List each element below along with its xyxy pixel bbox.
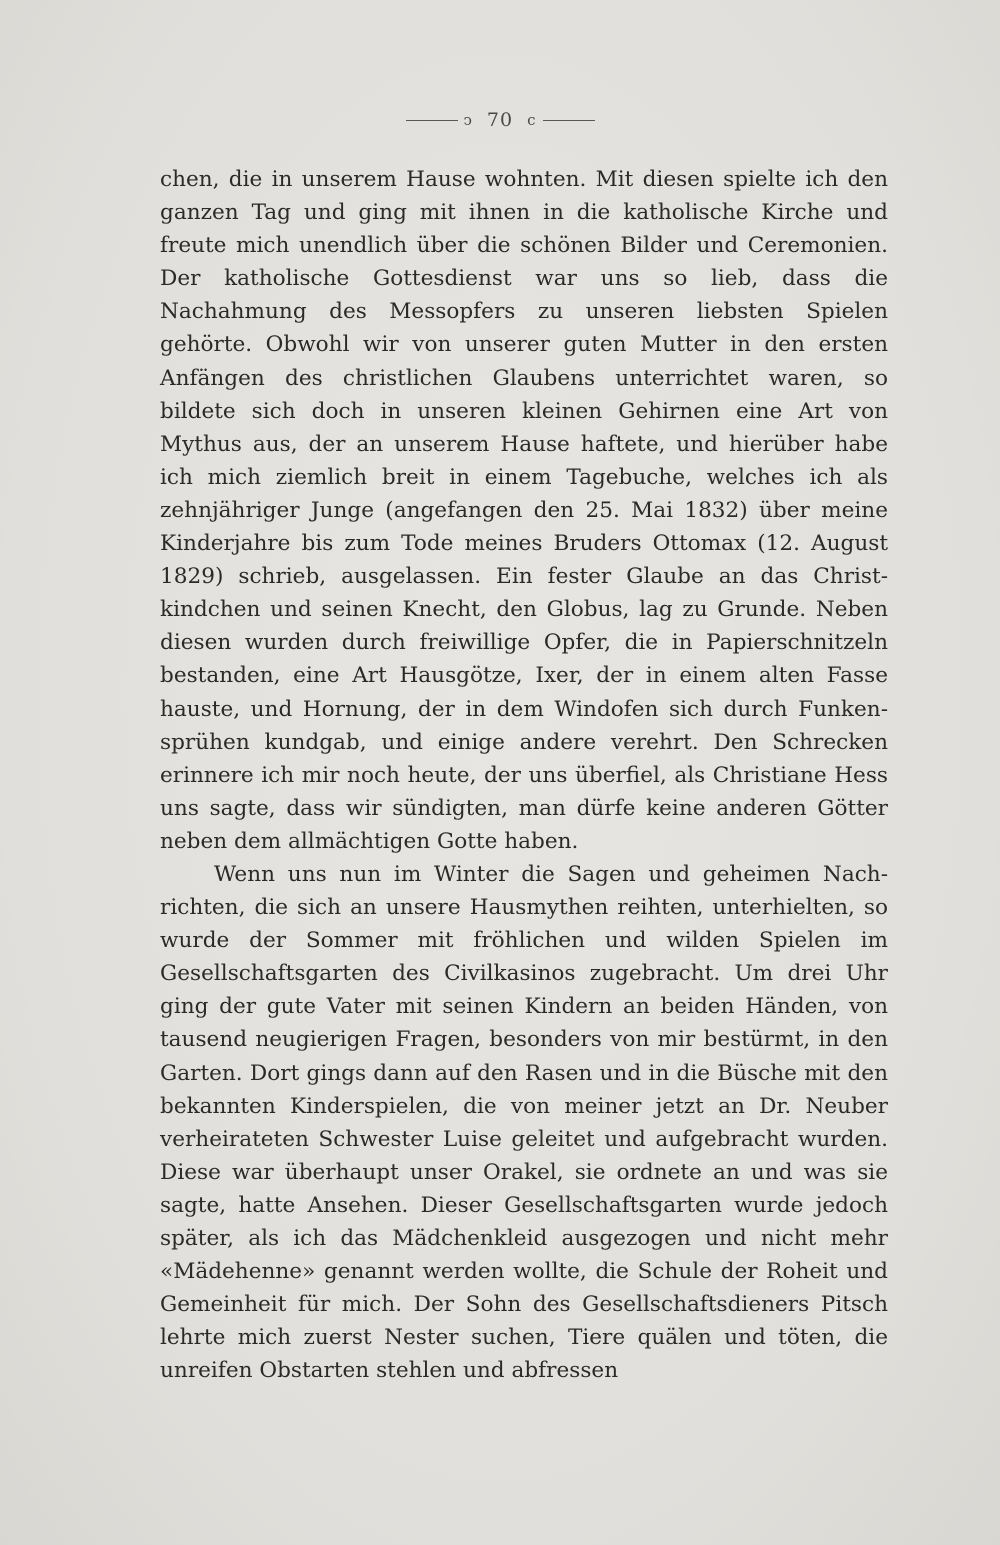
page-header: [0, 108, 1000, 131]
header-rule-left: [406, 120, 458, 121]
header-ornament-right: c: [527, 111, 537, 129]
header-rule-right: [543, 120, 595, 121]
header-ornament-left: ↄ: [463, 111, 473, 129]
paragraph: Wenn uns nun im Winter die Sagen und geheimen Nachrichten, die sich an unsere Hausmythen reihten, unterhielten, so wurde der Sommer mit fröhlichen und wilden Spielen im Gesellschaftsgarten des Civilkasinos zugebracht. Um drei Uhr ging der gute Vater mit seinen Kindern an beiden Händen, von tausend neugierigen Fragen, besonders von mir bestürmt, in den Garten. Dort gings dann auf den Rasen und in die Büsche mit den bekannten Kinderspielen, die von meiner jetzt an Dr. Neuber verheirateten Schwester Luise geleitet und aufgebracht wurden. Diese war überhaupt unser Orakel, sie ordnete an und was sie sagte, hatte Ansehen. Dieser Gesellschaftsgarten wurde jedoch später, als ich das Mädchenkleid ausgezogen und nicht mehr «Mädehenne» genannt werden wollte, die Schule der Roheit und Gemeinheit für mich. Der Sohn des Gesellschaftsdieners Pitsch lehrte mich zuerst Nester suchen, Tiere quälen und töten, die unreifen Obstarten stehlen und abfressen: [160, 861, 888, 1384]
page-number: 70: [486, 109, 514, 131]
paragraph-continued: chen, die in unserem Hause wohnten. Mit diesen spielte ich den ganzen Tag und ging mit ihnen in die katholische Kirche und freute mich unendlich über die schönen Bilder und Ceremonien. Der katholische Gottesdienst war uns so lieb, dass die Nachahmung des Messopfers zu unseren liebsten Spielen gehörte. Obwohl wir von unserer guten Mutter in den ersten Anfängen des christlichen Glaubens unterrichtet waren, so bildete sich doch in unseren kleinen Gehirnen eine Art von Mythus aus, der an unserem Hause haftete, und hierüber habe ich mich ziemlich breit in einem Tagebuche, welches ich als zehnjähriger Junge (angefangen den 25. Mai 1832) über meine Kinderjahre bis zum Tode meines Bruders Ottomax (12. August 1829) schrieb, ausgelassen. Ein fester Glaube an das Christkindchen und seinen Knecht, den Globus, lag zu Grunde. Neben diesen wurden durch freiwillige Opfer, die in Papierschnitzeln bestanden, eine Art Hausgötze, Ixer, der in einem alten Fasse hauste, und Hornung, der in dem Windofen sich durch Funkensprühen kundgab, und einige andere verehrt. Den Schrecken erinnere ich mir noch heute, der uns überfiel, als Christiane Hess uns sagte, dass wir sündigten, man dürfe keine anderen Götter neben dem allmächtigen Gotte haben.: [160, 167, 888, 854]
body-text: [160, 163, 888, 1387]
